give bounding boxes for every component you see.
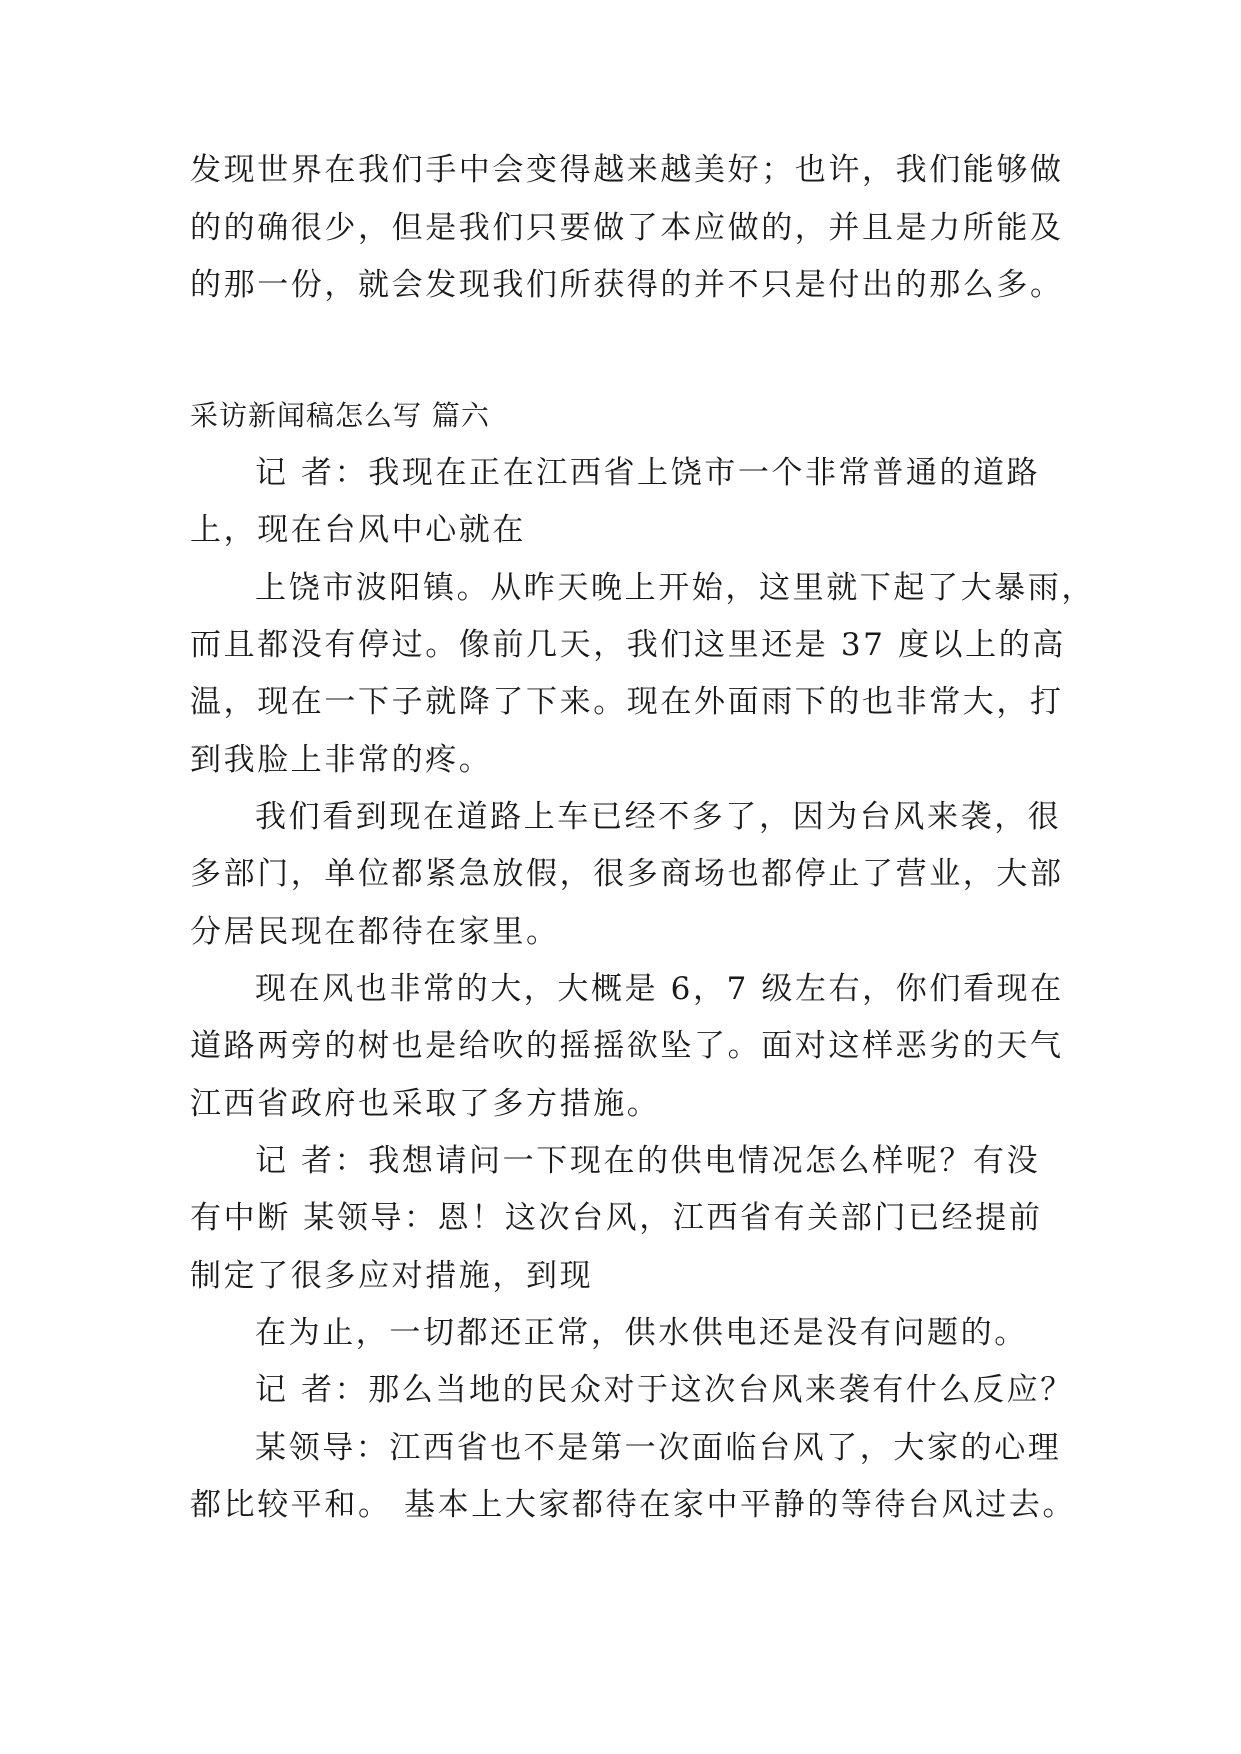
text-line: 某领导：江西省也不是第一次面临台风了，大家的心理 xyxy=(255,1430,1062,1466)
text-line: 分居民现在都待在家里。 xyxy=(190,914,560,950)
text-line: 上，现在台风中心就在 xyxy=(190,512,526,548)
text-line: 上饶市波阳镇。从昨天晚上开始，这里就下起了大暴雨， xyxy=(255,570,1095,606)
section-heading: 采访新闻稿怎么写 篇六 xyxy=(190,399,490,432)
text-line: 道路两旁的树也是给吹的摇摇欲坠了。面对这样恶劣的天气 xyxy=(190,1028,1064,1064)
text-line: 制定了很多应对措施，到现 xyxy=(190,1258,594,1294)
text-line: 记 者：我现在正在江西省上饶市一个非常普通的道路 xyxy=(255,455,1041,491)
text-line: 发现世界在我们手中会变得越来越美好；也许，我们能够做 xyxy=(190,152,1064,188)
text-line: 的那一份，就会发现我们所获得的并不只是付出的那么多。 xyxy=(190,267,1064,303)
text-line: 记 者：那么当地的民众对于这次台风来袭有什么反应？ xyxy=(255,1372,1074,1408)
text-line: 江西省政府也采取了多方措施。 xyxy=(190,1086,661,1122)
text-line: 到我脸上非常的疼。 xyxy=(190,742,493,778)
text-line: 现在风也非常的大，大概是 6，7 级左右，你们看现在 xyxy=(255,971,1064,1007)
text-line: 我们看到现在道路上车已经不多了，因为台风来袭，很 xyxy=(255,799,1062,835)
text-line: 而且都没有停过。像前几天，我们这里还是 37 度以上的高 xyxy=(190,627,1066,663)
text-line: 有中断 某领导：恩！这次台风，江西省有关部门已经提前 xyxy=(190,1200,1043,1236)
text-line: 都比较平和。 基本上大家都待在家中平静的等待台风过去。 xyxy=(190,1487,1077,1523)
text-line: 的的确很少，但是我们只要做了本应做的，并且是力所能及 xyxy=(190,210,1064,246)
text-line: 在为止，一切都还正常，供水供电还是没有问题的。 xyxy=(255,1315,1028,1351)
text-line: 温，现在一下子就降了下来。现在外面雨下的也非常大，打 xyxy=(190,684,1064,720)
text-line: 多部门，单位都紧急放假，很多商场也都停止了营业，大部 xyxy=(190,856,1064,892)
text-line: 记 者：我想请问一下现在的供电情况怎么样呢？有没 xyxy=(255,1143,1041,1179)
